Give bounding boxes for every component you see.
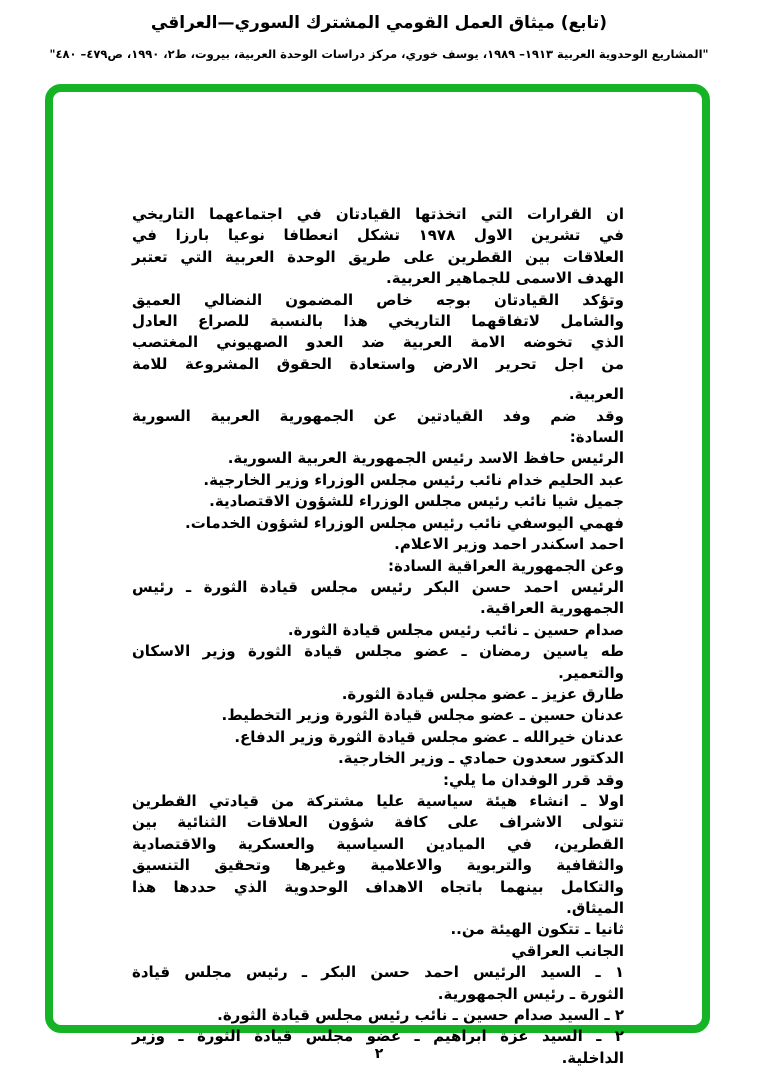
document-line: اولا ـ انشاء هيئة سياسية عليا مشتركة من قيادتي القطرين [132, 791, 624, 810]
document-line: الذي تخوضه الامة العربية ضد العدو الصهيوني المغتصب [132, 333, 624, 352]
document-line: العلاقات بين القطرين على طريق الوحدة العربية التي تعتبر [132, 247, 624, 266]
document-line: وعن الجمهورية العراقية السادة: [387, 556, 624, 575]
document-line: عدنان حسين ـ عضو مجلس قيادة الثورة وزير التخطيط. [221, 706, 624, 725]
document-line: احمد اسكندر احمد وزير الاعلام. [394, 535, 624, 554]
document-line: فهمي اليوسفي نائب رئيس مجلس الوزراء لشؤون الخدمات. [185, 513, 624, 532]
page-number: ٢ [374, 1046, 384, 1062]
document-line: الجمهورية العراقية. [480, 599, 624, 618]
document-line: الميثاق. [566, 899, 624, 917]
document-line: وقد ضم وفد القيادتين عن الجمهورية العربية السورية [132, 406, 624, 425]
document-line: الهدف الاسمى للجماهير العربية. [386, 269, 624, 288]
document-line: تتولى الاشراف على كافة شؤون العلاقات الثنائية بين [132, 813, 624, 832]
document-line: طه ياسين رمضان ـ عضو مجلس قيادة الثورة وزير الاسكان [132, 642, 624, 661]
document-line: والثقافية والتربوية والاعلامية وغيرها وتحقيق التنسيق [132, 856, 624, 875]
page-title: (تابع) ميثاق العمل القومي المشترك السوري—العراقي [150, 13, 608, 33]
document-frame [45, 84, 710, 1067]
document-line: وتؤكد القيادتان بوجه خاص المضمون النضالي العميق [132, 290, 624, 309]
document-line: الثورة ـ رئيس الجمهورية. [437, 984, 624, 1003]
document-line: الرئيس احمد حسن البكر رئيس مجلس قيادة الثورة ـ رئيس [132, 577, 624, 596]
document-line: الدكتور سعدون حمادي ـ وزير الخارجية. [337, 749, 624, 768]
source-citation: "المشاريع الوحدوية العربية ١٩١٣– ١٩٨٩، يوسف خوري، مركز دراسات الوحدة العربية، بيروت، ط٢، ١٩٩٠، ص٤٧٩– ٤٨٠" [49, 47, 709, 61]
document-text-column [132, 204, 624, 1069]
document-line: من اجل تحرير الارض واستعادة الحقوق المشروعة للامة [132, 354, 624, 373]
document-line: ١ ـ السيد الرئيس احمد حسن البكر ـ رئيس مجلس قيادة [132, 963, 624, 982]
document-line: ٢ ـ السيد صدام حسين ـ نائب رئيس مجلس قيادة الثورة. [217, 1006, 624, 1025]
document-line: العربية. [568, 385, 624, 404]
document-line: طارق عزيز ـ عضو مجلس قيادة الثورة. [341, 684, 624, 703]
document-line: ان القرارات التي اتخذتها القيادتان في اجتماعهما التاريخي [132, 205, 624, 223]
document-line: الداخلية. [561, 1048, 624, 1067]
document-line: وقد قرر الوفدان ما يلي: [443, 770, 624, 789]
document-line: الجانب العراقي [511, 941, 624, 960]
document-line: عبد الحليم خدام نائب رئيس مجلس الوزراء وزير الخارجية. [203, 470, 624, 489]
document-line: جميل شيا نائب رئيس مجلس الوزراء للشؤون الاقتصادية. [209, 492, 624, 511]
document-line: ٢ ـ السيد عزة ابراهيم ـ عضو مجلس قيادة الثورة ـ وزير [132, 1027, 624, 1046]
document-line: ثانيا ـ تتكون الهيئة من.. [450, 920, 624, 939]
document-line: السادة: [569, 428, 624, 447]
document-line: الرئيس حافظ الاسد رئيس الجمهورية العربية السورية. [227, 449, 624, 468]
document-line: والشامل لاتفاقهما التاريخي هذا بالنسبة للصراع العادل [132, 312, 624, 331]
document-line: في تشرين الاول ١٩٧٨ تشكل انعطافا نوعيا بارزا في [132, 226, 625, 245]
document-line: والتكامل بينهما باتجاه الاهداف الوحدوية الذي حددها هذا [132, 877, 624, 896]
document-line: القطرين، في الميادين السياسية والعسكرية والاقتصادية [132, 834, 624, 853]
document-line: صدام حسين ـ نائب رئيس مجلس قيادة الثورة. [287, 620, 624, 639]
document-line: والتعمير. [558, 663, 624, 682]
document-line: عدنان خيرالله ـ عضو مجلس قيادة الثورة وزير الدفاع. [234, 727, 624, 746]
